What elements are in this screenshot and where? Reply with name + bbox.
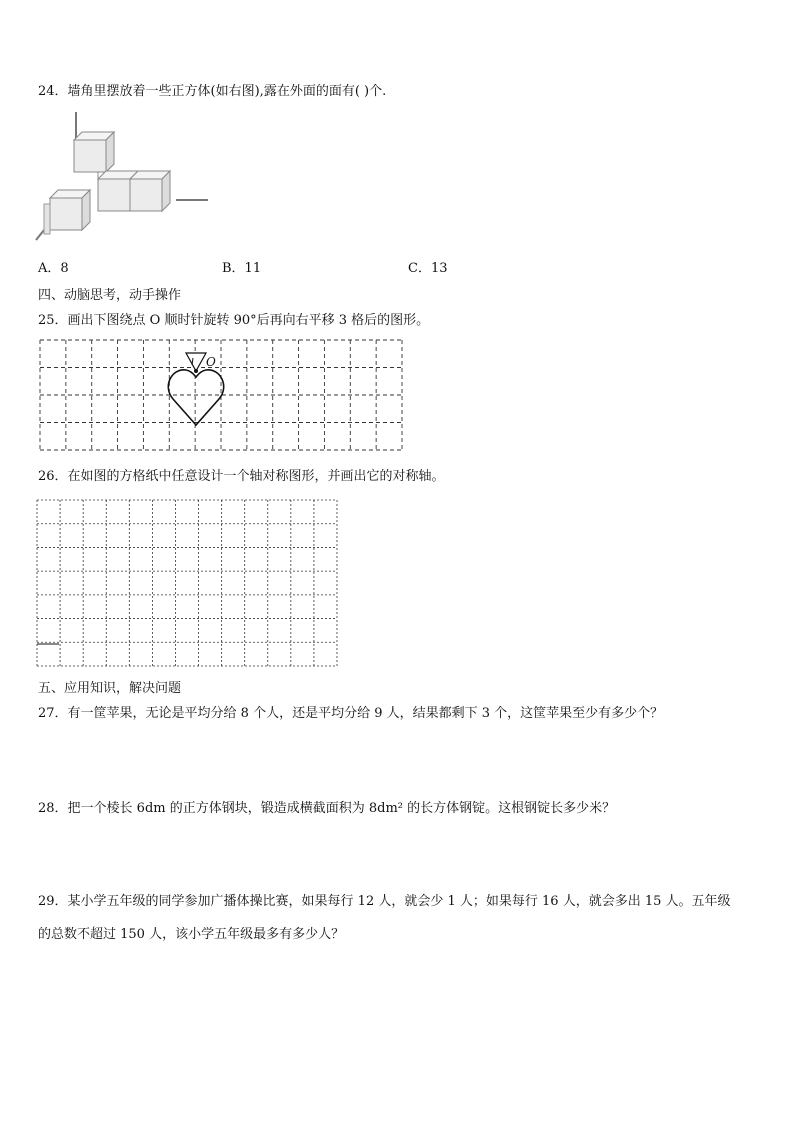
section-5-title: 五、应用知识，解决问题 xyxy=(38,681,182,696)
question-27-text: 27．有一筐苹果，无论是平均分给 8 个人，还是平均分给 9 人，结果都剩下 3 个，这筐苹果至少有多少个？ xyxy=(38,706,664,721)
question-26-text: 26．在如图的方格纸中任意设计一个轴对称图形，并画出它的对称轴。 xyxy=(38,469,445,484)
cube-corner-figure xyxy=(36,112,211,244)
question-29-line-2: 的总数不超过 150 人，该小学五年级最多有多少人？ xyxy=(38,927,345,942)
symmetry-grid xyxy=(37,500,339,668)
rotation-grid xyxy=(40,340,402,452)
option-a: A．8 xyxy=(38,261,69,276)
option-c: C．13 xyxy=(408,261,448,276)
section-4-title: 四、动脑思考，动手操作 xyxy=(38,288,182,303)
question-28-text: 28．把一个棱长 6dm 的正方体钢块，锻造成横截面积为 8dm² 的长方体钢锭。这根钢锭长多少米？ xyxy=(38,801,616,816)
question-29-line-1: 29．某小学五年级的同学参加广播体操比赛，如果每行 12 人，就会少 1 人；如果每行 16 人，就会多出 15 人。五年级 xyxy=(38,894,731,909)
question-24-text: 24．墙角里摆放着一些正方体(如右图),露在外面的面有( )个. xyxy=(38,84,387,99)
option-b: B．11 xyxy=(222,261,262,276)
question-25-text: 25．画出下图绕点 O 顺时针旋转 90°后再向右平移 3 格后的图形。 xyxy=(38,313,430,328)
point-o-label: O xyxy=(206,355,216,369)
